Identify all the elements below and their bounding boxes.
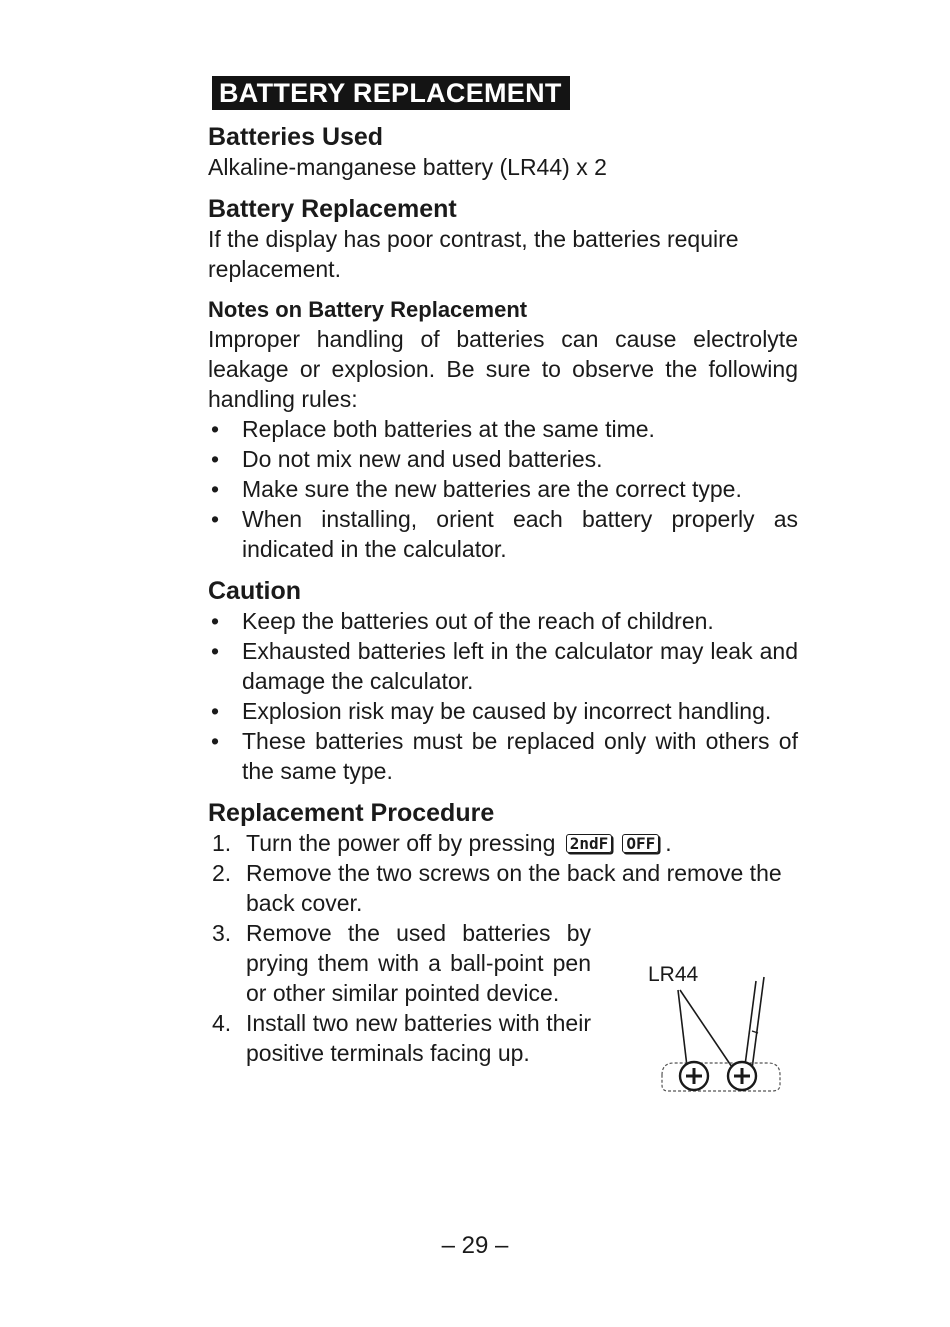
battery-replacement-text: If the display has poor contrast, the batteries require replacement. — [208, 226, 739, 282]
notes-heading: Notes on Battery Replacement — [208, 297, 528, 322]
step-number: 2. — [212, 860, 232, 886]
caution-heading: Caution — [208, 577, 302, 605]
step-end: . — [665, 830, 672, 856]
page-number: – 29 – — [441, 1232, 509, 1259]
battery-figure — [648, 963, 788, 1113]
step-number: 4. — [212, 1010, 232, 1036]
notes-section — [208, 296, 798, 564]
list-item: • These batteries must be replaced only with others of the same type. — [211, 728, 798, 784]
bullet-icon: • — [211, 506, 220, 532]
step-number: 3. — [212, 920, 232, 946]
step-text: Remove the used batteries by prying them with a ball-point pen or other similar pointed device. — [246, 920, 591, 1006]
batteries-used-heading: Batteries Used — [208, 123, 384, 151]
notes-list — [208, 414, 798, 564]
caution-list — [208, 606, 798, 786]
battery-replacement-heading: Battery Replacement — [208, 195, 457, 223]
list-item: • Do not mix new and used batteries. — [211, 446, 603, 472]
manual-page — [208, 76, 798, 1068]
list-item — [208, 918, 591, 1008]
bullet-icon: • — [211, 416, 220, 442]
batteries-used-section — [208, 122, 798, 182]
batteries-used-text: Alkaline-manganese battery (LR44) x 2 — [208, 154, 607, 180]
procedure-heading: Replacement Procedure — [208, 799, 495, 827]
list-item — [208, 858, 798, 918]
bullet-icon: • — [211, 476, 220, 502]
step-text: Turn the power off by pressing — [246, 830, 556, 856]
bullet-icon: • — [211, 638, 220, 664]
figure-label: LR44 — [648, 963, 699, 986]
battery-illustration — [648, 963, 788, 1113]
bullet-icon: • — [211, 698, 220, 724]
list-item: • Explosion risk may be caused by incorrect handling. — [211, 698, 772, 724]
list-item: • Keep the batteries out of the reach of children. — [211, 608, 714, 634]
list-item — [208, 1008, 591, 1068]
bullet-icon: • — [211, 446, 220, 472]
list-item: • Make sure the new batteries are the correct type. — [211, 476, 742, 502]
notes-text: Improper handling of batteries can cause electrolyte leakage or explosion. Be sure to observe the following handling rules: — [208, 326, 798, 412]
list-item: • When installing, orient each battery properly as indicated in the calculator. — [211, 506, 798, 562]
page-title: BATTERY REPLACEMENT — [212, 76, 570, 110]
list-item: • Exhausted batteries left in the calculator may leak and damage the calculator. — [211, 638, 798, 694]
key-2ndf: 2ndF — [566, 834, 613, 853]
bullet-icon: • — [211, 608, 220, 634]
battery-replacement-section — [208, 194, 798, 284]
step-text: Install two new batteries with their positive terminals facing up. — [246, 1010, 591, 1066]
step-text: Remove the two screws on the back and remove the back cover. — [246, 860, 782, 916]
caution-section — [208, 576, 798, 786]
key-off: OFF — [622, 834, 659, 853]
list-item — [208, 828, 798, 858]
list-item: • Replace both batteries at the same time. — [211, 416, 655, 442]
bullet-icon: • — [211, 728, 220, 754]
step-number: 1. — [212, 830, 232, 856]
